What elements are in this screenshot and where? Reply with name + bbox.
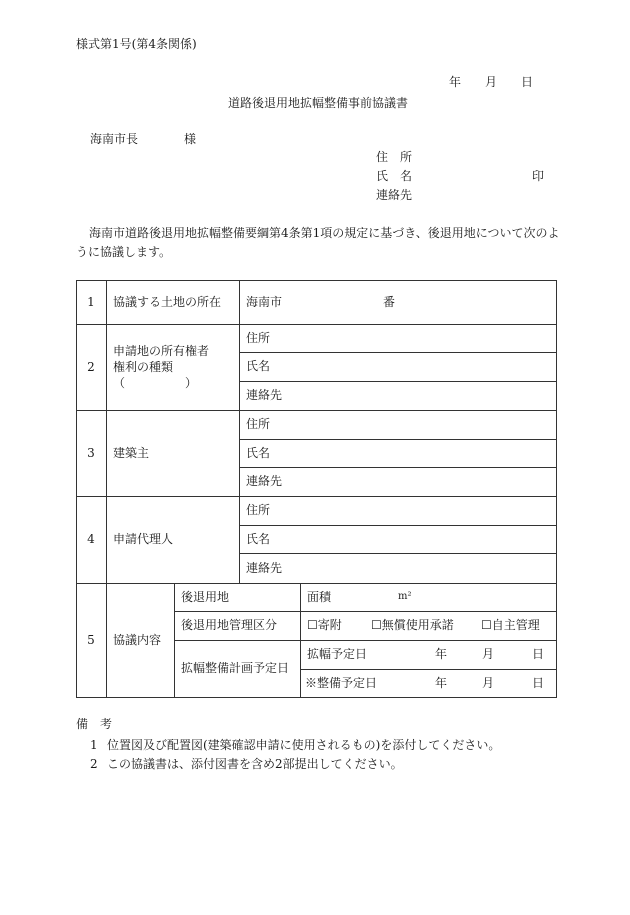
addressee-honorific: 様 [184, 132, 197, 146]
notes-heading: 備 考 [76, 717, 113, 731]
row2-name-label: 氏名 [246, 359, 271, 374]
date-year: 年 [449, 75, 462, 89]
row5-number: 5 [87, 632, 95, 647]
row4-contact-label: 連絡先 [246, 560, 283, 575]
option-free-use[interactable] [371, 611, 454, 640]
row1-number: 1 [87, 294, 95, 309]
note1-text: 位置図及び配置図(建築確認申請に使用されるもの)を添付してください。 [107, 738, 501, 752]
addressee-mayor: 海南市長 [90, 132, 139, 146]
maintenance-year: 年 [435, 675, 448, 690]
checkbox-icon[interactable]: ☐ [307, 618, 318, 633]
widening-day: 日 [532, 647, 545, 662]
row4-number: 4 [87, 532, 95, 547]
date-day: 日 [521, 75, 534, 89]
checkbox-icon[interactable]: ☐ [481, 618, 492, 633]
widening-year: 年 [435, 647, 448, 662]
seal-mark: 印 [532, 169, 545, 183]
maintenance-month: 月 [482, 675, 495, 690]
document-title: 道路後退用地拡幅整備事前協議書 [228, 96, 409, 110]
consultation-table [76, 280, 557, 698]
applicant-contact-label: 連絡先 [376, 188, 413, 202]
body-text-line2: うに協議します。 [76, 245, 172, 259]
widening-month: 月 [482, 647, 495, 662]
row5-label: 協議内容 [113, 632, 162, 647]
checkbox-icon[interactable]: ☐ [371, 618, 382, 633]
row3-contact-label: 連絡先 [246, 474, 283, 489]
row3-address-label: 住所 [246, 417, 271, 432]
row4-label: 申請代理人 [113, 532, 174, 547]
area-unit: m² [398, 591, 412, 603]
note2-number: 2 [90, 757, 98, 771]
row3-label: 建築主 [113, 445, 150, 460]
row2-contact-label: 連絡先 [246, 388, 283, 403]
setback-land-label: 後退用地 [181, 589, 230, 604]
option-donation-label: 寄附 [317, 618, 342, 633]
row2-address-label: 住所 [246, 330, 271, 345]
date-month: 月 [485, 75, 498, 89]
maintenance-day: 日 [532, 675, 545, 690]
option-donation[interactable] [307, 611, 342, 640]
row2-label-line1: 申請地の所有権者 [113, 343, 210, 358]
option-self-management[interactable] [481, 611, 540, 640]
area-label: 面積 [307, 589, 332, 604]
row3-number: 3 [87, 445, 95, 460]
row4-name-label: 氏名 [246, 531, 271, 546]
row2-label-line3: （ ） [113, 376, 198, 391]
row2-label-line2: 権利の種類 [113, 359, 174, 374]
note2-text: この協議書は、添付図書を含め2部提出してください。 [107, 757, 403, 771]
form-number: 様式第1号(第4条関係) [76, 37, 197, 51]
option-self-label: 自主管理 [491, 618, 540, 633]
applicant-name-label: 氏 名 [376, 169, 413, 183]
applicant-address-label: 住 所 [376, 150, 413, 164]
plan-label: 拡幅整備計画予定日 [181, 661, 290, 676]
management-label: 後退用地管理区分 [181, 618, 278, 633]
row1-city: 海南市 [246, 294, 283, 309]
option-free-use-label: 無償使用承諾 [381, 618, 454, 633]
row1-label: 協議する土地の所在 [113, 294, 222, 309]
body-text-line1: 海南市道路後退用地拡幅整備要綱第4条第1項の規定に基づき、後退用地について次のよ [89, 226, 560, 240]
row1-ban: 番 [383, 294, 396, 309]
row2-number: 2 [87, 359, 95, 374]
note1-number: 1 [90, 738, 98, 752]
widening-date-label: 拡幅予定日 [307, 647, 368, 662]
row3-name-label: 氏名 [246, 445, 271, 460]
row4-address-label: 住所 [246, 503, 271, 518]
maintenance-date-label: ※整備予定日 [305, 675, 378, 690]
row2-label-block [113, 324, 209, 410]
